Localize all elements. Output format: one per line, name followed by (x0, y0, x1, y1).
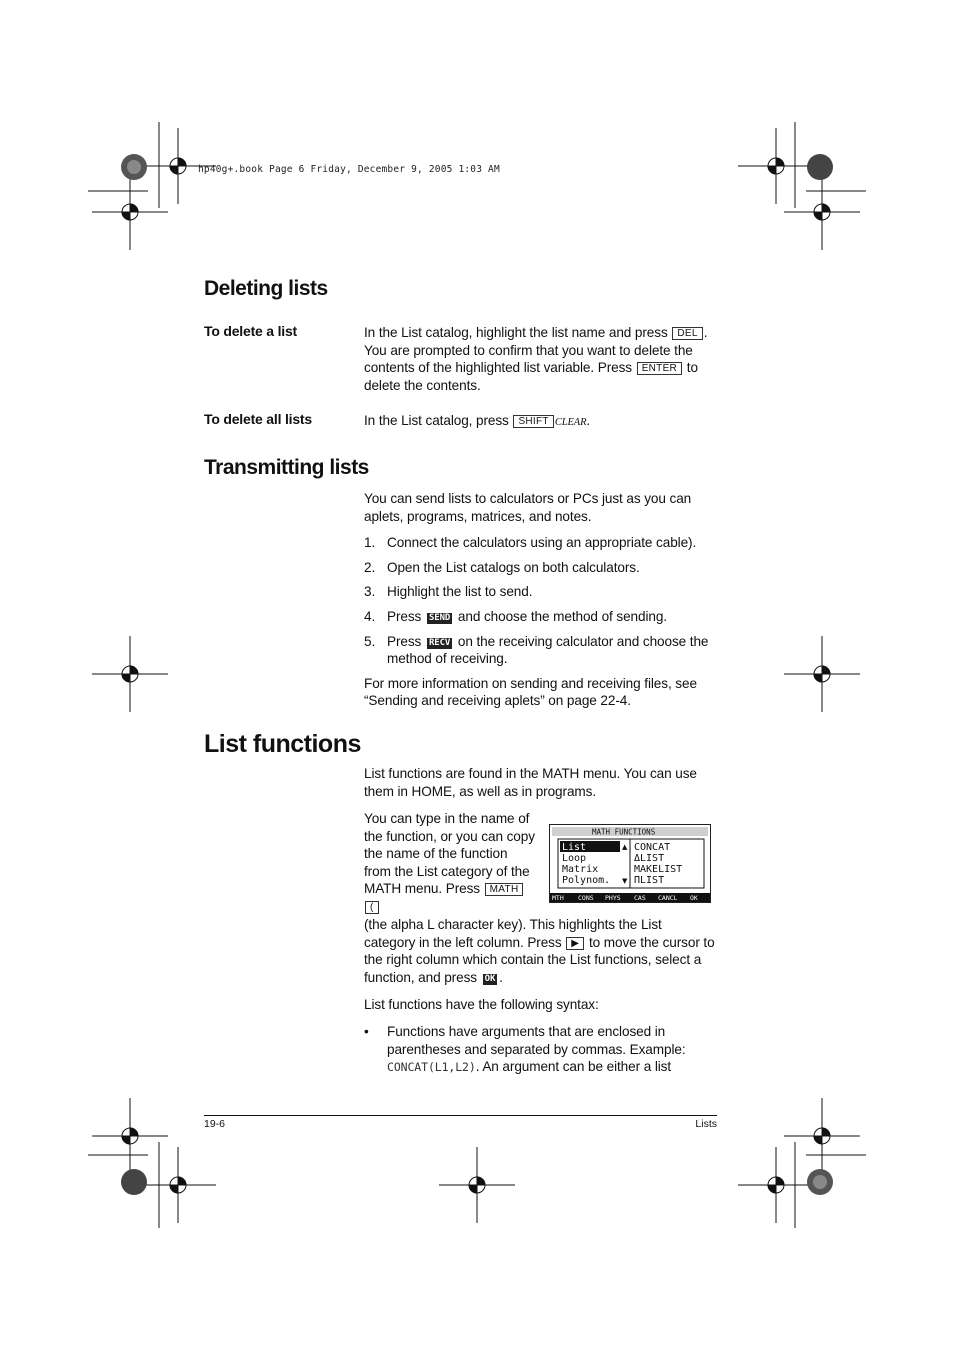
screen-left-item: Loop (562, 853, 587, 864)
screen-menu-key: CAS (634, 894, 646, 902)
calculator-screen-math-functions (549, 824, 711, 903)
section-title-list-functions: List functions (204, 730, 361, 758)
enter-key: ENTER (637, 362, 682, 375)
list-item (364, 583, 716, 601)
screen-left-item: Polynom. (562, 875, 611, 886)
paren-key: ( (365, 901, 379, 914)
syntax-intro: List functions have the following syntax: (364, 997, 599, 1012)
side-label-delete-all-lists: To delete all lists (204, 411, 312, 427)
del-key: DEL (672, 327, 702, 340)
footer-rule (204, 1115, 717, 1116)
recv-softkey: RECV (428, 637, 451, 648)
page-number: 19-6 (204, 1118, 226, 1130)
scroll-down-arrow-icon: ▼ (622, 877, 628, 885)
section-title-transmitting-lists: Transmitting lists (204, 456, 369, 479)
step-number: 5. (364, 633, 376, 649)
delete-all-paragraph (364, 412, 716, 432)
list-item (364, 559, 716, 577)
right-arrow-key-icon: ▶ (566, 937, 584, 950)
screen-right-item: ΠLIST (634, 875, 665, 886)
screen-menu-key: PHYS (605, 894, 621, 902)
scroll-up-arrow-icon: ▲ (622, 843, 628, 851)
screen-menu-key: CONS (578, 894, 594, 902)
functions-text-d: . (499, 969, 503, 985)
step-number: 2. (364, 559, 376, 575)
shift-key: SHIFT (513, 415, 553, 428)
clear-key-label: CLEAR (554, 417, 587, 428)
chapter-name: Lists (695, 1118, 717, 1130)
send-softkey: SEND (428, 612, 451, 623)
step-text: Connect the calculators using an appropriate cable). (387, 535, 697, 551)
step-number: 3. (364, 584, 376, 600)
list-item (364, 633, 716, 668)
step-text: Highlight the list to send. (387, 584, 533, 600)
functions-text-b: (the alpha L character key). This highlights the List category in the left column. Press (364, 917, 662, 950)
bullet-text (364, 1023, 716, 1077)
step-text: Press (387, 608, 422, 624)
transmit-steps-list (364, 534, 716, 668)
side-label-delete-list: To delete a list (204, 323, 298, 339)
delete-list-paragraph (364, 324, 716, 394)
screen-menu-key: MTH (552, 894, 564, 902)
syntax-bullet (364, 1023, 716, 1077)
transmitting-more-info: For more information on sending and receiving files, see “Sending and receiving aplets” on page 22-4. (364, 675, 697, 709)
list-functions-intro: List functions are found in the MATH menu. You can use them in HOME, as well as in programs. (364, 766, 697, 799)
screen-title: MATH FUNCTIONS (592, 827, 656, 837)
screen-left-item: List (562, 842, 587, 853)
bullet-icon: • (364, 1024, 369, 1039)
screen-graphic (550, 825, 710, 902)
screen-menu-key: OK (690, 894, 698, 902)
screen-left-item: Matrix (562, 864, 599, 875)
transmitting-section-body (364, 490, 716, 710)
step-number: 1. (364, 535, 376, 551)
bullet-text-a: Functions have arguments that are enclosed in parentheses and separated by commas. Example: (387, 1024, 686, 1057)
list-item (364, 534, 716, 552)
step-number: 4. (364, 608, 376, 624)
screen-menu-key: CANCL (658, 894, 678, 902)
ok-softkey: OK (484, 973, 496, 984)
screen-right-item: MAKELIST (634, 864, 683, 875)
delete-all-text-2: . (586, 413, 591, 428)
step-text: Open the List catalogs on both calculators. (387, 559, 640, 575)
delete-list-text-1: In the List catalog, highlight the list name and press (364, 325, 668, 340)
screen-right-item: CONCAT (634, 842, 671, 853)
bullet-text-b: . An argument can be either a list (475, 1059, 672, 1075)
transmitting-intro: You can send lists to calculators or PCs just as you can aplets, programs, matrices, and notes. (364, 491, 692, 524)
list-functions-paragraph-narrow (364, 810, 536, 916)
math-key: MATH (485, 883, 524, 896)
step-text: Press (387, 633, 422, 649)
print-header: hp40g+.book Page 6 Friday, December 9, 2005 1:03 AM (198, 164, 500, 175)
example-code: CONCAT(L1,L2) (387, 1060, 476, 1075)
delete-list-text-2: . You are prompted to confirm that you want to delete the contents of the highlighted list variable. Press (364, 325, 708, 376)
list-item (364, 608, 716, 626)
section-title-deleting-lists: Deleting lists (204, 277, 328, 300)
screen-right-item: ΔLIST (634, 853, 665, 864)
step-text: and choose the method of sending. (457, 608, 667, 624)
functions-text-a: You can type in the name of the function, or you can copy the name of the function from the List category of the MATH menu. Press (364, 811, 535, 897)
delete-all-text-1: In the List catalog, press (364, 413, 509, 428)
list-functions-paragraph-wide (364, 916, 716, 986)
delete-list-text-3: to delete the contents. (364, 360, 698, 393)
step-text: on the receiving calculator and choose the method of receiving. (387, 633, 709, 667)
functions-text-c: to move the cursor to the right column which contain the List functions, select a function, and press (364, 934, 715, 985)
